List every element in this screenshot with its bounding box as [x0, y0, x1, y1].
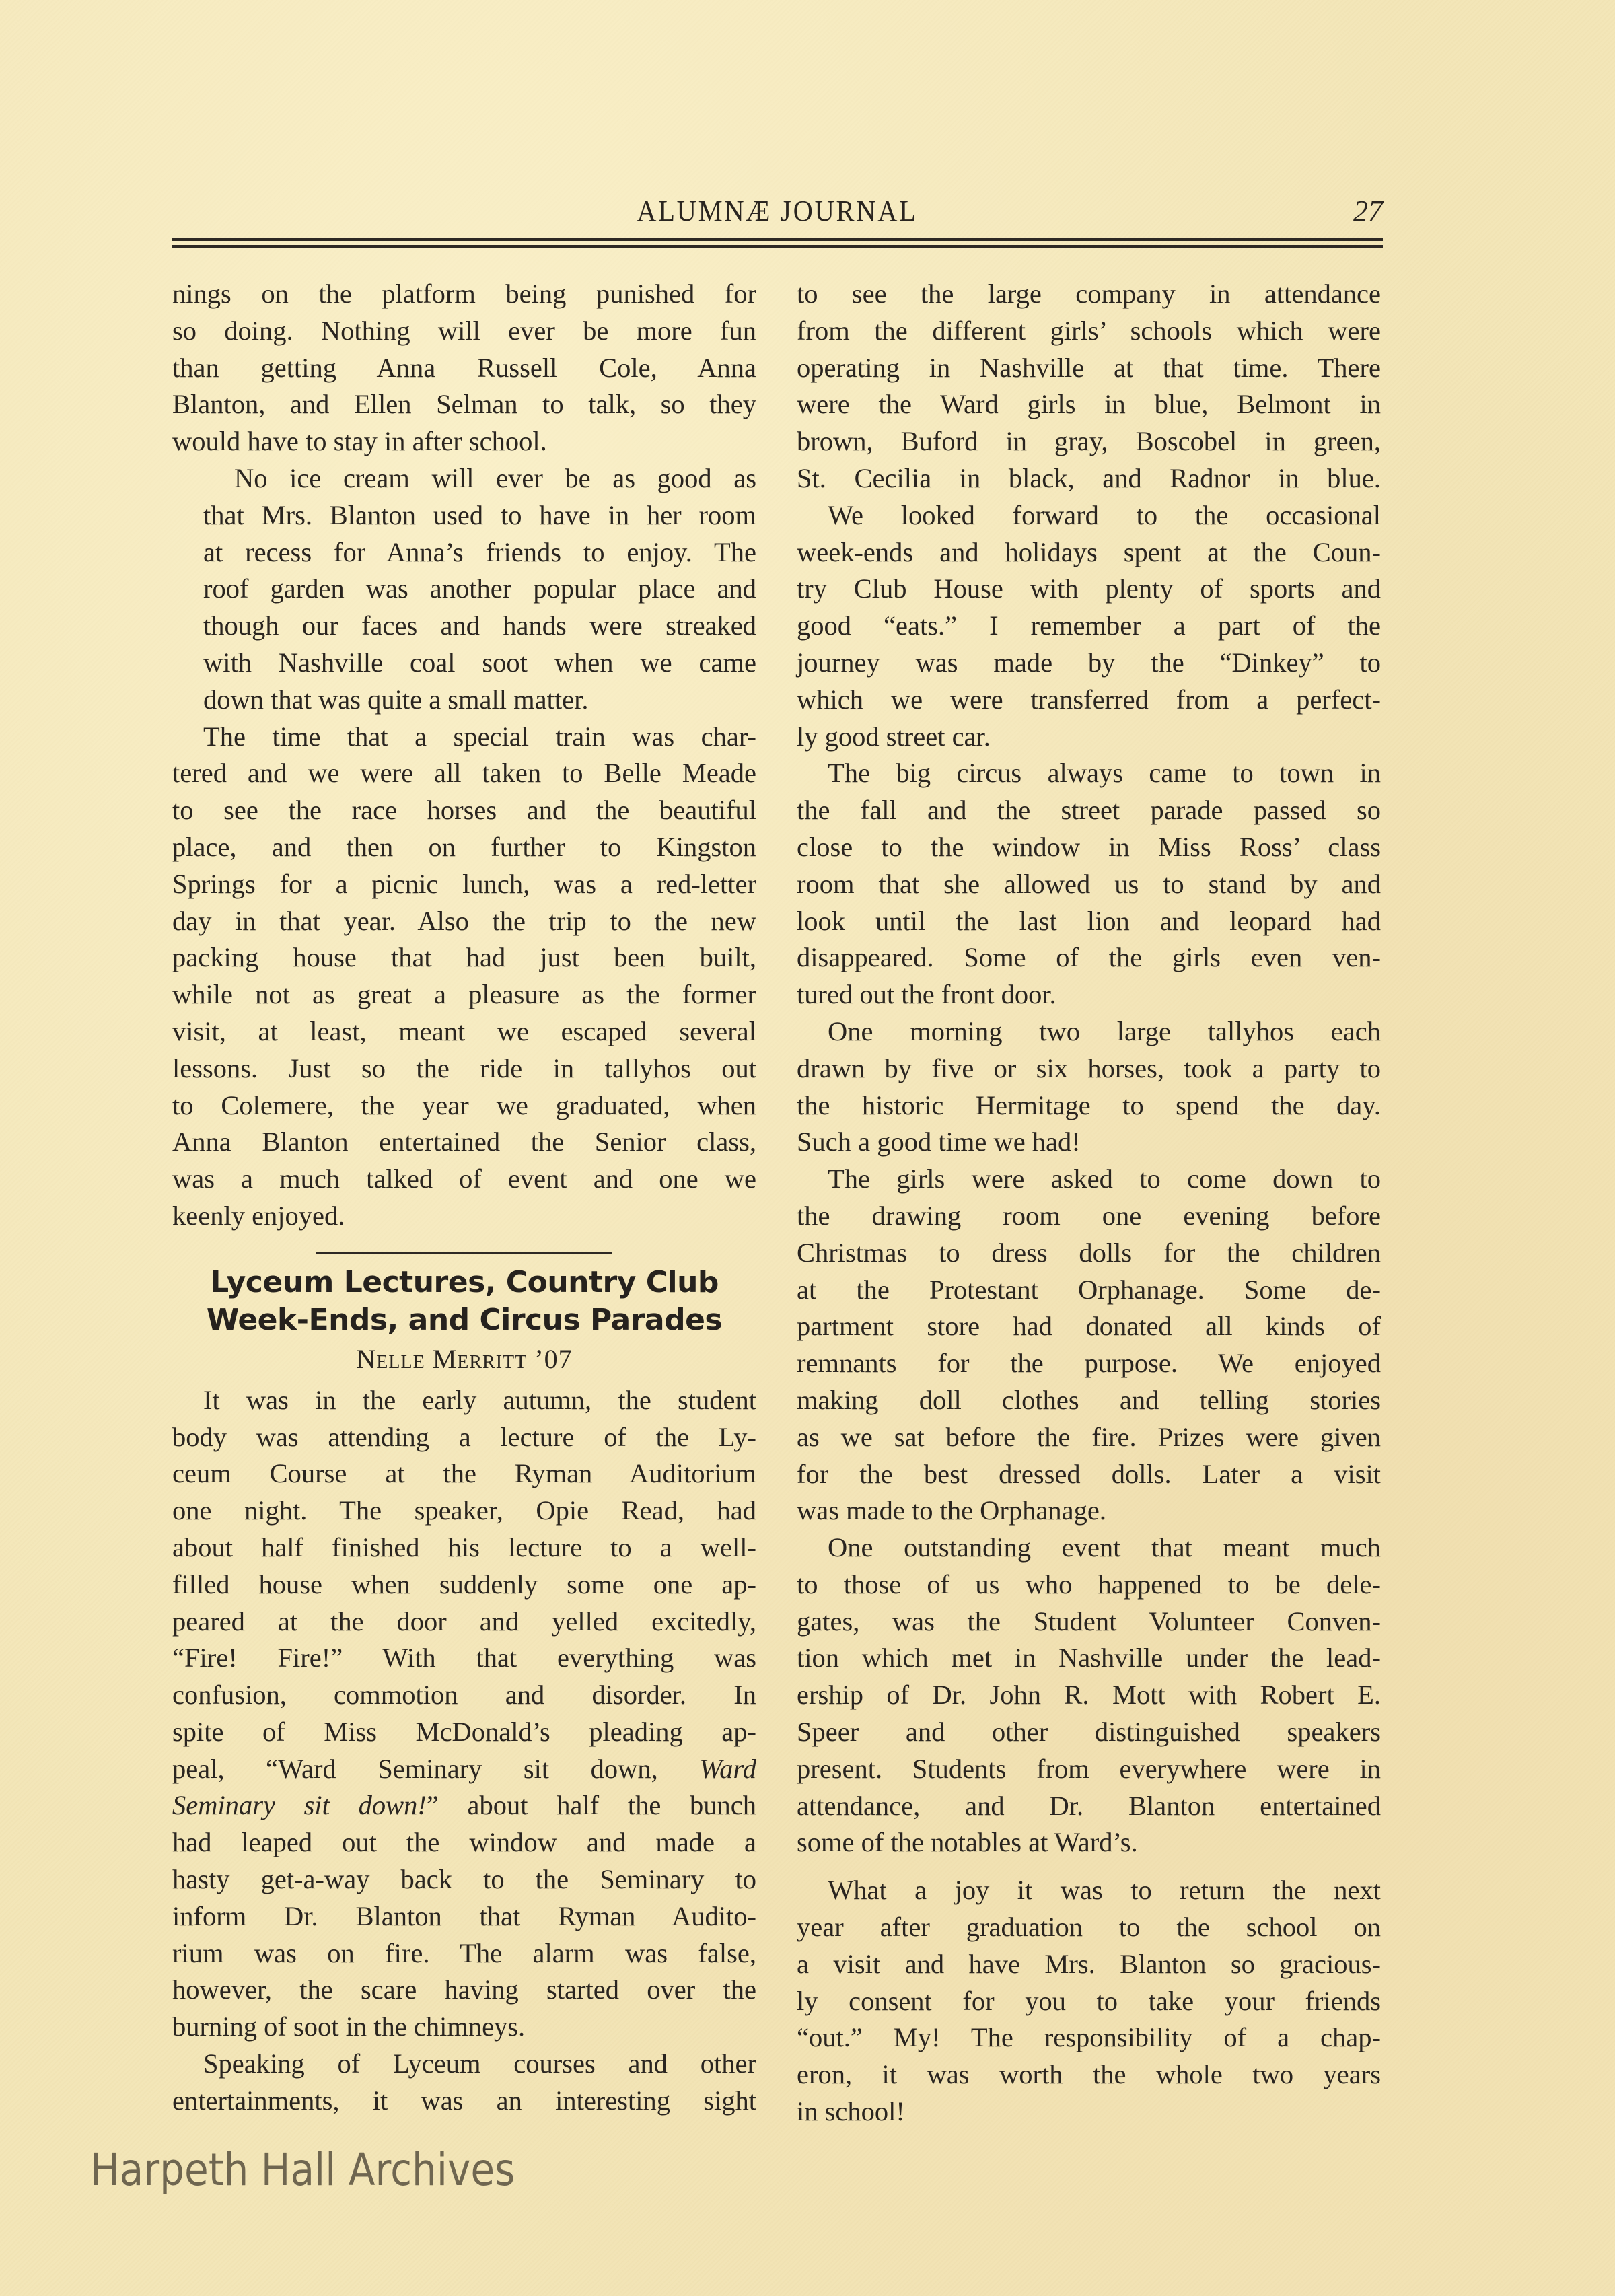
text-line: as we sat before the fire. Prizes were given [797, 1421, 1381, 1452]
text-line: partment store had donated all kinds of [797, 1311, 1381, 1342]
text-line: operating in Nashville at that time. There [797, 352, 1381, 383]
text-line: however, the scare having started over the [172, 1974, 756, 2005]
text-line: room that she allowed us to stand by and [797, 868, 1381, 899]
paragraph [797, 1530, 1381, 1861]
text-line: remnants for the purpose. We enjoyed [797, 1348, 1381, 1379]
text-line: would have to stay in after school. [172, 426, 547, 457]
text-line: to Colemere, the year we graduated, when [172, 1089, 756, 1120]
text-line: The girls were asked to come down to [828, 1163, 1381, 1194]
text-line: peared at the door and yelled excitedly, [172, 1606, 756, 1637]
text-line [172, 1787, 756, 1824]
italic-run: Seminary sit down! [172, 1790, 427, 1821]
text-line: packing house that had just been built, [172, 942, 756, 973]
article-headline [172, 1264, 756, 1339]
text-line: The big circus always came to town in [828, 758, 1381, 789]
text-line: about half finished his lecture to a well- [172, 1532, 756, 1563]
text-line: ly consent for you to take your friends [797, 1985, 1381, 2016]
text-line: to see the race horses and the beautiful [172, 795, 756, 826]
text-line: at the Protestant Orphanage. Some de- [797, 1274, 1381, 1305]
text-line: ership of Dr. John R. Mott with Robert E. [797, 1680, 1381, 1711]
text-line: ceum Course at the Ryman Auditorium [172, 1458, 756, 1489]
page-number: 27 [1353, 194, 1383, 227]
running-head [172, 194, 1383, 234]
text-line: try Club House with plenty of sports and [797, 573, 1381, 604]
text-line: with Nashville coal soot when we came [203, 647, 756, 678]
text-line [172, 1751, 756, 1788]
text-line: rium was on fire. The alarm was false, [172, 1937, 756, 1968]
text-line: ly good street car. [797, 721, 991, 752]
text-line: the drawing room one evening before [797, 1200, 1381, 1231]
text-run: peal, “Ward Seminary sit down, [172, 1753, 700, 1784]
right-column [797, 276, 1381, 2130]
text-line: so doing. Nothing will ever be more fun [172, 315, 756, 346]
text-line: week-ends and holidays spent at the Coun- [797, 536, 1381, 567]
text-line: place, and then on further to Kingston [172, 831, 756, 862]
left-column [172, 276, 756, 2120]
text-line: in school! [797, 2096, 905, 2127]
text-line: body was attending a lecture of the Ly- [172, 1421, 756, 1452]
text-line: than getting Anna Russell Cole, Anna [172, 352, 756, 383]
text-line: for the best dressed dolls. Later a visit [797, 1458, 1381, 1489]
text-line: Anna Blanton entertained the Senior class, [172, 1126, 756, 1157]
text-line: spite of Miss McDonald’s pleading ap- [172, 1716, 756, 1747]
paragraph [797, 276, 1381, 497]
text-line: What a joy it was to return the next [828, 1875, 1381, 1906]
paragraph [797, 1013, 1381, 1161]
text-line: look until the last lion and leopard had [797, 905, 1381, 936]
text-line: Such a good time we had! [797, 1126, 1081, 1157]
text-line: making doll clothes and telling stories [797, 1384, 1381, 1415]
text-line: burning of soot in the chimneys. [172, 2011, 526, 2042]
text-line: was made to the Orphanage. [797, 1495, 1106, 1526]
italic-run: Ward [699, 1753, 756, 1784]
text-line: nings on the platform being punished for [172, 279, 756, 309]
text-line: a visit and have Mrs. Blanton so gracious- [797, 1948, 1381, 1979]
text-line: to see the large company in attendance [797, 279, 1381, 309]
paragraph [797, 1161, 1381, 1530]
text-line: No ice cream will ever be as good as [234, 462, 756, 493]
text-line: “Fire! Fire!” With that everything was [172, 1643, 756, 1674]
paragraph [172, 276, 756, 460]
archive-watermark: Harpeth Hall Archives [90, 2144, 515, 2196]
journal-title: ALUMNÆ JOURNAL [637, 194, 918, 227]
paragraph [797, 755, 1381, 1013]
text-line: confusion, commotion and disorder. In [172, 1680, 756, 1711]
paragraph [797, 1872, 1381, 2130]
text-line: while not as great a pleasure as the former [172, 979, 756, 1010]
text-line: year after graduation to the school on [797, 1912, 1381, 1943]
text-line: had leaped out the window and made a [172, 1827, 756, 1858]
text-line: good “eats.” I remember a part of the [797, 610, 1381, 641]
text-line: which we were transferred from a perfect- [797, 684, 1381, 715]
text-line: that Mrs. Blanton used to have in her room [203, 499, 756, 530]
text-line: It was in the early autumn, the student [203, 1384, 756, 1415]
text-line: inform Dr. Blanton that Ryman Audito- [172, 1900, 756, 1931]
paragraph [172, 2046, 756, 2120]
text-line: to those of us who happened to be dele- [797, 1569, 1381, 1600]
text-line: tured out the front door. [797, 979, 1056, 1010]
text-run: ” about half the bunch [426, 1790, 756, 1821]
text-line: One outstanding event that meant much [828, 1532, 1381, 1563]
text-line: We looked forward to the occasional [828, 499, 1381, 530]
paragraph [797, 497, 1381, 756]
paragraph [172, 460, 756, 719]
text-line: eron, it was worth the whole two years [797, 2059, 1381, 2090]
text-line: though our faces and hands were streaked [203, 610, 756, 641]
text-line: close to the window in Miss Ross’ class [797, 831, 1381, 862]
text-line: Blanton, and Ellen Selman to talk, so they [172, 389, 756, 420]
text-line: Speaking of Lyceum courses and other [203, 2048, 756, 2079]
text-line: the historic Hermitage to spend the day. [797, 1089, 1381, 1120]
text-line: were the Ward girls in blue, Belmont in [797, 389, 1381, 420]
text-line: The time that a special train was char- [203, 721, 756, 752]
text-line: entertainments, it was an interesting sight [172, 2085, 756, 2116]
text-line: visit, at least, meant we escaped several [172, 1015, 756, 1046]
text-line: One morning two large tallyhos each [828, 1015, 1381, 1046]
text-line: drawn by five or six horses, took a party to [797, 1052, 1381, 1083]
header-double-rule [172, 238, 1383, 248]
text-line: lessons. Just so the ride in tallyhos out [172, 1052, 756, 1083]
text-line: journey was made by the “Dinkey” to [797, 647, 1381, 678]
headline-line: Week-Ends, and Circus Parades [206, 1302, 723, 1337]
text-line: hasty get-a-way back to the Seminary to [172, 1864, 756, 1895]
text-line: day in that year. Also the trip to the new [172, 905, 756, 936]
text-line: the fall and the street parade passed so [797, 795, 1381, 826]
text-line: some of the notables at Ward’s. [797, 1827, 1138, 1858]
text-line: Christmas to dress dolls for the children [797, 1237, 1381, 1268]
text-line: “out.” My! The responsibility of a chap- [797, 2022, 1381, 2053]
text-line: disappeared. Some of the girls even ven- [797, 942, 1381, 973]
text-line: tered and we were all taken to Belle Meade [172, 758, 756, 789]
article-separator-rule [316, 1252, 612, 1254]
text-line: down that was quite a small matter. [203, 684, 589, 715]
text-line: brown, Buford in gray, Boscobel in green, [797, 426, 1381, 457]
text-line: was a much talked of event and one we [172, 1163, 756, 1194]
text-line: filled house when suddenly some one ap- [172, 1569, 756, 1600]
text-line: one night. The speaker, Opie Read, had [172, 1495, 756, 1526]
text-line: present. Students from everywhere were in [797, 1753, 1381, 1784]
headline-line: Lyceum Lectures, Country Club [210, 1264, 719, 1299]
text-line: Springs for a picnic lunch, was a red-letter [172, 868, 756, 899]
text-line: tion which met in Nashville under the lead- [797, 1643, 1381, 1674]
text-line: roof garden was another popular place and [203, 573, 756, 604]
text-line: St. Cecilia in black, and Radnor in blue. [797, 462, 1381, 493]
text-line: attendance, and Dr. Blanton entertained [797, 1790, 1381, 1821]
paragraph [172, 1382, 756, 2046]
text-line: gates, was the Student Volunteer Conven- [797, 1606, 1381, 1637]
paragraph [172, 719, 756, 1235]
text-line: Speer and other distinguished speakers [797, 1717, 1381, 1748]
article-byline: Nelle Merritt ’07 [356, 1343, 573, 1374]
text-line: at recess for Anna’s friends to enjoy. The [203, 536, 756, 567]
text-line: from the different girls’ schools which were [797, 315, 1381, 346]
text-line: keenly enjoyed. [172, 1200, 345, 1231]
